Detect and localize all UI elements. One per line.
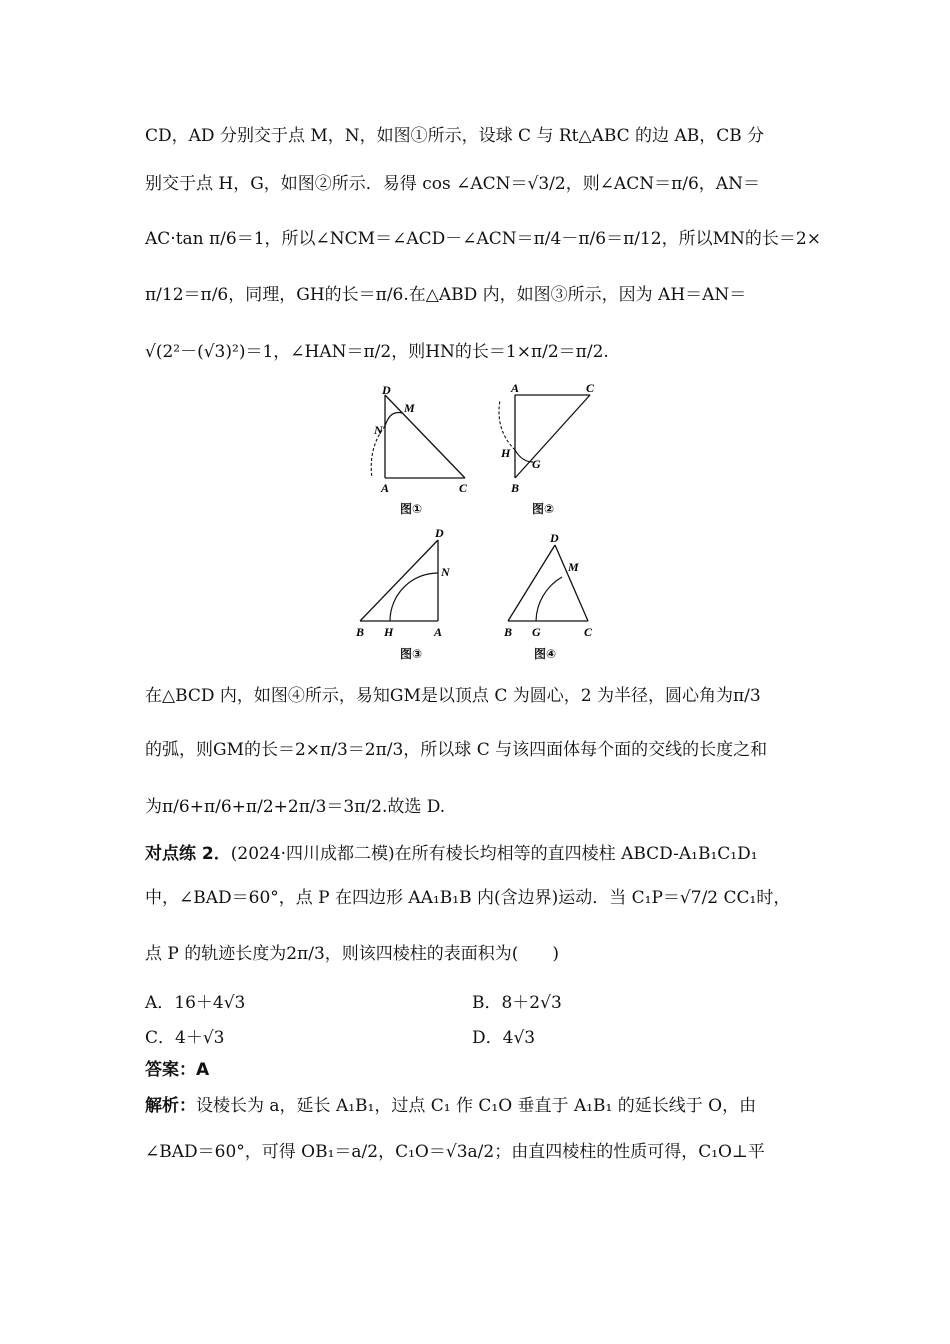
exercise-label: 对点练 2．	[145, 844, 231, 864]
fig3-label-h: H	[384, 625, 394, 639]
figure-1-caption: 图①	[400, 502, 423, 516]
exercise-text-1: (2024·四川成都二模)在所有棱长均相等的直四棱柱 ABCD-A₁B₁C₁D₁	[230, 844, 758, 864]
analysis-label: 解析：	[145, 1096, 196, 1116]
figure-2-caption: 图②	[532, 502, 555, 516]
solution-line-4: π/12＝π/6，同理，GH的长＝π/6.在△ABD 内，如图③所示，因为 AH＝AN＝	[145, 285, 747, 305]
option-b: B．8＋2√3	[472, 993, 562, 1013]
answer-line	[145, 1058, 805, 1082]
figure-3-caption: 图③	[400, 647, 423, 661]
solution2-line-1: 在△BCD 内，如图④所示，易知GM是以顶点 C 为圆心，2 为半径，圆心角为π/3	[145, 686, 761, 706]
fig3-label-d: D	[435, 526, 444, 540]
exercise-line-3: 点 P 的轨迹长度为2π/3，则该四棱柱的表面积为( )	[145, 944, 560, 964]
option-c: C．4＋√3	[145, 1028, 225, 1048]
fig4-label-m: M	[568, 560, 579, 574]
fig2-label-b: B	[511, 481, 520, 495]
figure-4-caption: 图④	[534, 647, 557, 661]
figure-1	[360, 380, 480, 516]
figure-4	[500, 525, 610, 661]
fig4-label-d: D	[550, 531, 559, 545]
figure-1-diagram	[360, 380, 480, 500]
figure-4-diagram	[500, 525, 610, 645]
fig2-label-g: G	[532, 457, 541, 471]
figure-3-diagram	[350, 525, 460, 645]
solution-line-5: √(2²－(√3)²)＝1，∠HAN＝π/2，则HN的长＝1×π/2＝π/2.	[145, 342, 609, 362]
fig4-label-c: C	[584, 625, 593, 639]
fig4-label-b: B	[504, 625, 513, 639]
fig3-label-n: N	[441, 565, 450, 579]
exercise-line-2: 中，∠BAD＝60°，点 P 在四边形 AA₁B₁B 内(含边界)运动．当 C₁P＝√7/2 CC₁时，	[145, 888, 791, 908]
fig1-label-a: A	[381, 481, 390, 495]
analysis-line-1	[145, 1094, 805, 1118]
fig2-label-h: H	[501, 446, 511, 460]
fig1-label-n: N	[374, 423, 383, 437]
fig1-label-d: D	[382, 383, 391, 397]
fig2-label-c: C	[586, 381, 595, 395]
fig1-label-m: M	[404, 401, 415, 415]
answer-value: A	[196, 1060, 210, 1080]
solution-line-2: 别交于点 H，G，如图②所示．易得 cos ∠ACN＝√3/2，则∠ACN＝π/6，AN＝	[145, 174, 760, 194]
analysis-text-1: 设棱长为 a，延长 A₁B₁，过点 C₁ 作 C₁O 垂直于 A₁B₁ 的延长线于 O，由	[196, 1096, 757, 1116]
fig1-label-c: C	[459, 481, 468, 495]
figure-2-diagram	[490, 380, 610, 500]
fig4-label-g: G	[532, 625, 541, 639]
exercise-line-1	[145, 842, 805, 866]
solution2-line-2: 的弧，则GM的长＝2×π/3＝2π/3，所以球 C 与该四面体每个面的交线的长度之和	[145, 740, 768, 760]
solution2-line-3: 为π/6+π/6+π/2+2π/3＝3π/2.故选 D.	[145, 797, 446, 817]
solution-line-1: CD，AD 分别交于点 M，N，如图①所示，设球 C 与 Rt△ABC 的边 AB，CB 分	[145, 126, 765, 146]
option-a: A．16＋4√3	[145, 993, 246, 1013]
figure-2	[490, 380, 610, 516]
fig3-label-b: B	[356, 625, 365, 639]
fig3-label-a: A	[434, 625, 443, 639]
figure-3	[350, 525, 460, 661]
answer-label: 答案：	[145, 1060, 196, 1080]
analysis-line-2: ∠BAD＝60°，可得 OB₁＝a/2，C₁O＝√3a/2；由直四棱柱的性质可得，C₁O⊥平	[145, 1142, 765, 1162]
option-d: D．4√3	[472, 1028, 536, 1048]
solution-line-3: AC·tan π/6＝1，所以∠NCM＝∠ACD－∠ACN＝π/4－π/6＝π/12，所以MN的长＝2×	[145, 229, 821, 249]
fig2-label-a: A	[511, 381, 520, 395]
